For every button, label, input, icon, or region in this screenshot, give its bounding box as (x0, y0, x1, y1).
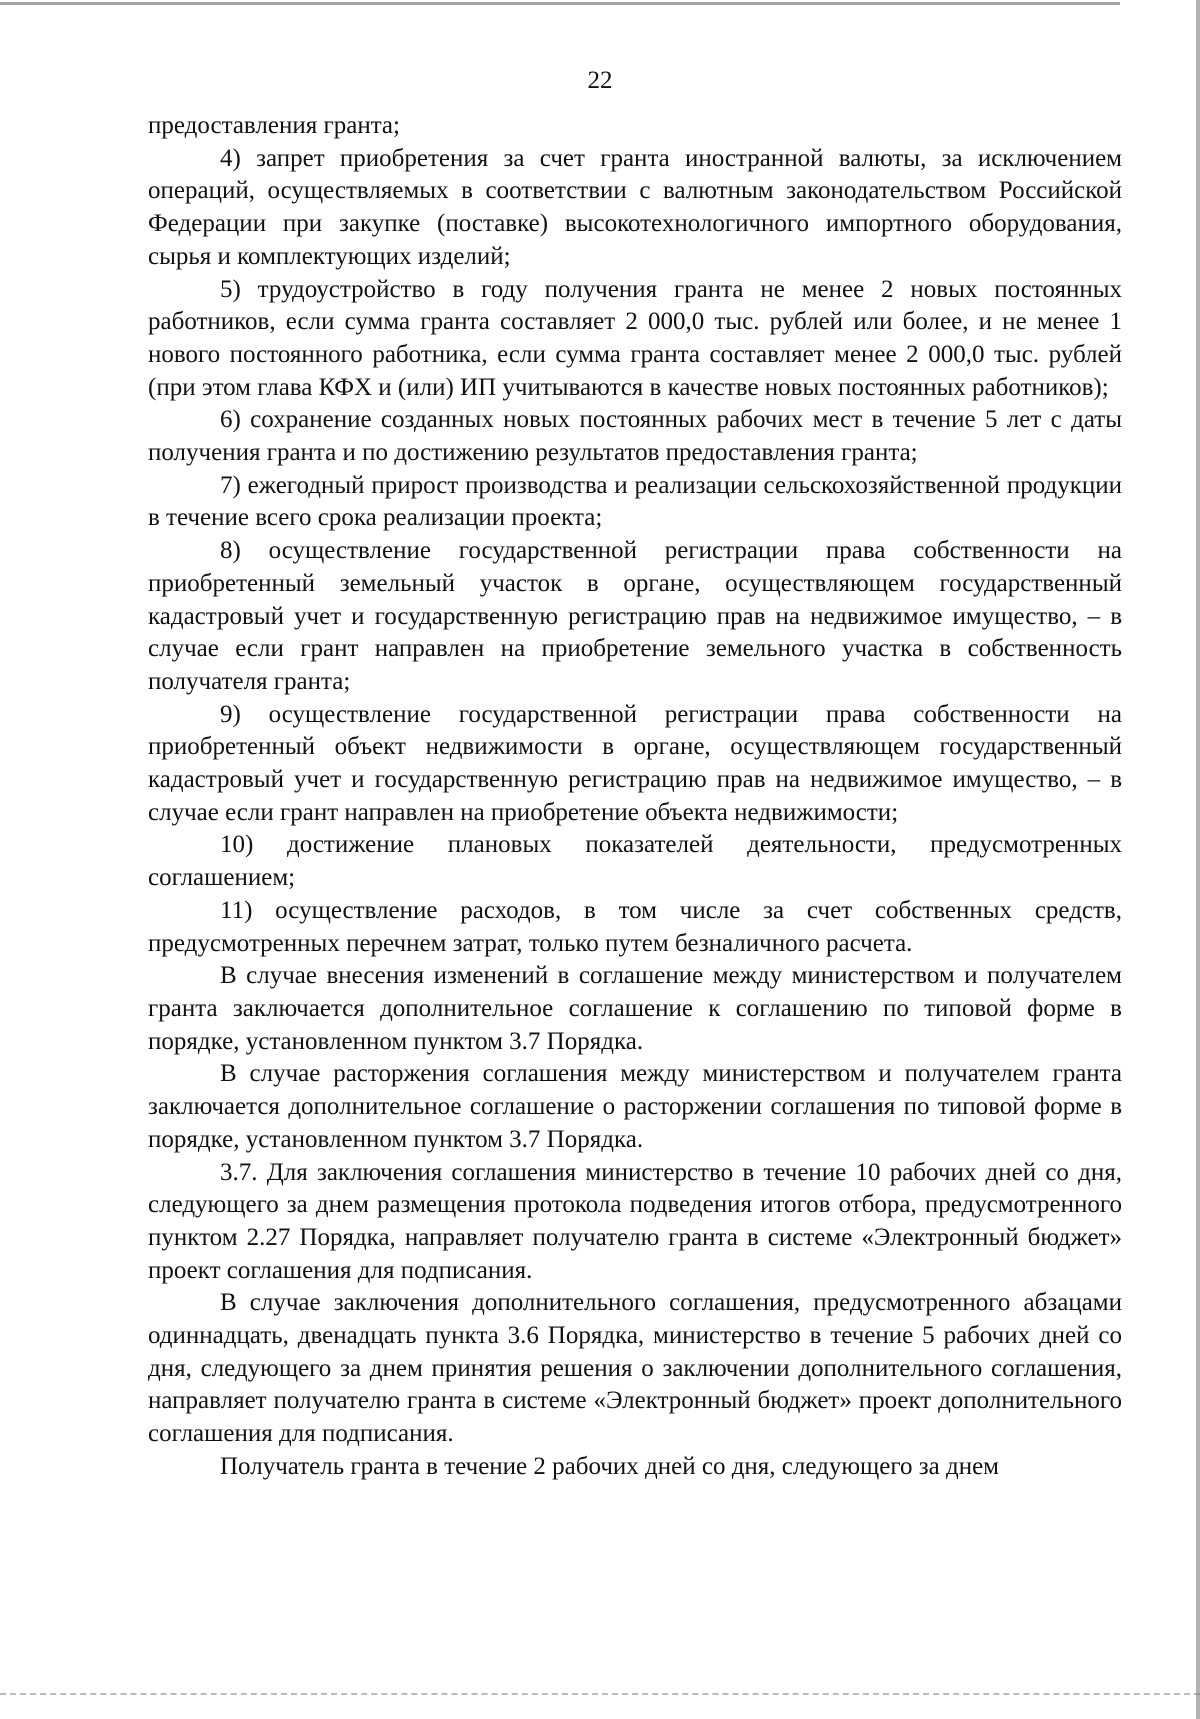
paragraph: 9) осуществление государственной регистрации права собственности на приобретенный объект недвижимости в органе, осуществляющем государственный кадастровый учет и государственную регистрацию прав на недвижимое имущество, – в случае если грант направлен на приобретение объекта недвижимости; (148, 700, 1122, 826)
page-number: 22 (587, 67, 613, 94)
paragraph: В случае заключения дополнительного соглашения, предусмотренного абзацами одиннадцать, двенадцать пункта 3.6 Порядка, министерство в течение 5 рабочих дней со дня, следующего за днем принятия решения о заключении дополнительного соглашения, направляет получателю гранта в системе «Электронный бюджет» проект дополнительного соглашения для подписания. (148, 1289, 1122, 1448)
paragraph: 10) достижение плановых показателей деятельности, предусмотренных соглашением; (148, 831, 1122, 892)
paragraph: В случае внесения изменений в соглашение между министерством и получателем гранта заключается дополнительное соглашение к соглашению по типовой форме в порядке, установленном пунктом 3.7 Порядка. (148, 962, 1122, 1055)
paragraph: 7) ежегодный прирост производства и реализации сельскохозяйственной продукции в течение всего срока реализации проекта; (148, 471, 1122, 532)
paragraph: 3.7. Для заключения соглашения министерство в течение 10 рабочих дней со дня, следующего за днем размещения протокола подведения итогов отбора, предусмотренного пунктом 2.27 Порядка, направляет получателю гранта в системе «Электронный бюджет» проект соглашения для подписания. (148, 1158, 1122, 1284)
scan-edge-bottom (0, 1693, 1200, 1697)
paragraph: 5) трудоустройство в году получения гранта не менее 2 новых постоянных работников, если сумма гранта составляет 2 000,0 тыс. рублей или более, и не менее 1 нового постоянного работника, если сумма гранта составляет менее 2 000,0 тыс. рублей (при этом глава КФХ и (или) ИП учитываются в качестве новых постоянных работников); (148, 275, 1122, 401)
paragraph: 11) осуществление расходов, в том числе за счет собственных средств, предусмотренных перечнем затрат, только путем безналичного расчета. (148, 896, 1122, 957)
paragraph: В случае расторжения соглашения между министерством и получателем гранта заключается дополнительное соглашение о расторжении соглашения по типовой форме в порядке, установленном пунктом 3.7 Порядка. (148, 1060, 1122, 1153)
scan-edge-right (1196, 0, 1200, 1719)
paragraph: 8) осуществление государственной регистрации права собственности на приобретенный земельный участок в органе, осуществляющем государственный кадастровый учет и государственную регистрацию прав на недвижимое имущество, – в случае если грант направлен на приобретение земельного участка в собственность получателя гранта; (148, 537, 1122, 695)
paragraph: 6) сохранение созданных новых постоянных рабочих мест в течение 5 лет с даты получения гранта и по достижению результатов предоставления гранта; (148, 406, 1122, 467)
paragraph: предоставления гранта; (148, 112, 400, 139)
scan-edge-top (0, 2, 1120, 5)
paragraph: Получатель гранта в течение 2 рабочих дней со дня, следующего за днем (220, 1452, 999, 1480)
document-body (148, 110, 1122, 1484)
paragraph: 4) запрет приобретения за счет гранта иностранной валюты, за исключением операций, осуществляемых в соответствии с валютным законодательством Российской Федерации при закупке (поставке) высокотехнологичного импортного оборудования, сырья и комплектующих изделий; (148, 144, 1122, 270)
